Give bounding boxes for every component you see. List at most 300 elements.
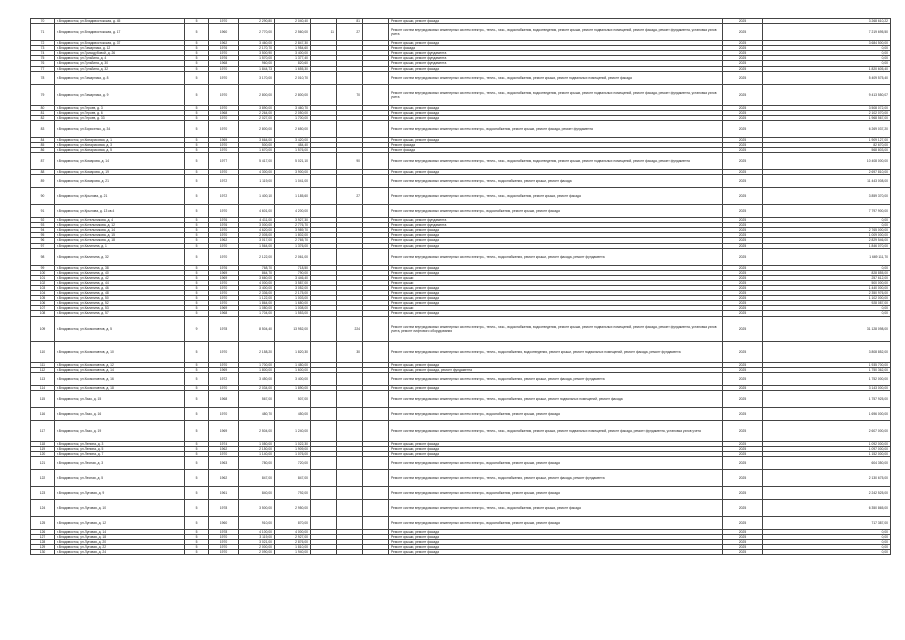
living-area-cell: 1 940,00 — [275, 550, 311, 555]
deadline-cell: 2025 — [723, 143, 763, 148]
floors-cell: 5 — [185, 291, 209, 296]
year-cell: 1976 — [209, 223, 239, 228]
table-row — [31, 550, 891, 555]
total-area-cell: 768,70 — [239, 265, 275, 270]
deadline-cell: 2025 — [723, 447, 763, 452]
apartments-cell — [311, 248, 337, 265]
work-types-cell: Ремонт крыши, ремонт фасада — [389, 301, 723, 306]
work-types-cell: Ремонт крыши, ремонт фасада — [389, 265, 723, 270]
extra-cell — [363, 470, 389, 487]
address-cell: г.Владивосток, ул.Кипарисовая, д. 5 — [55, 148, 185, 153]
living-area-cell: 2 876,00 — [275, 540, 311, 545]
work-types-cell: Ремонт крыши, ремонт фундамента — [389, 223, 723, 228]
residents-cell — [337, 500, 363, 517]
deadline-cell: 2025 — [723, 218, 763, 223]
row-number-cell: 90 — [31, 188, 55, 205]
extra-cell — [363, 24, 389, 41]
cost-cell: 2 102 070,00 — [763, 110, 891, 115]
address-cell: г.Владивосток, ул.Ленина, д. 7 — [55, 452, 185, 457]
table-row — [31, 84, 891, 105]
floors-cell: 5 — [185, 301, 209, 306]
living-area-cell: 3 927,30 — [275, 218, 311, 223]
cost-cell: 828 855,00 — [763, 270, 891, 275]
cost-cell: 1 092 000,00 — [763, 442, 891, 447]
cost-cell: 2 829 546,00 — [763, 238, 891, 243]
address-cell: г.Владивосток, ул.Котельникова, д. 12 — [55, 223, 185, 228]
living-area-cell: 4 200,00 — [275, 205, 311, 218]
repair-program-table — [30, 18, 891, 555]
living-area-cell: 1 240,00 — [275, 420, 311, 441]
row-number-cell: 85 — [31, 143, 55, 148]
year-cell: 1976 — [209, 46, 239, 51]
table-row — [31, 470, 891, 487]
residents-cell: 30 — [337, 341, 363, 362]
deadline-cell: 2025 — [723, 362, 763, 367]
deadline-cell: 2025 — [723, 420, 763, 441]
cost-cell: 6 269 037,20 — [763, 120, 891, 137]
floors-cell: 5 — [185, 84, 209, 105]
work-types-cell: Ремонт крыши, ремонт фасада — [389, 311, 723, 316]
work-types-cell: Ремонт систем внутридомовых инженерных систем электро-, водоснабжения, ремонт крыши, ремонт фасада — [389, 205, 723, 218]
extra-cell — [363, 391, 389, 408]
total-area-cell: 3 021,00 — [239, 540, 275, 545]
row-number-cell: 70 — [31, 19, 55, 24]
living-area-cell: 1 003,00 — [275, 296, 311, 301]
living-area-cell: 3 400,00 — [275, 51, 311, 56]
floors-cell: 5 — [185, 115, 209, 120]
work-types-cell: Ремонт систем внутридомовых инженерных систем электро-, водоснабжения, ремонт крыши, ремонт фасада — [389, 457, 723, 470]
table-row — [31, 188, 891, 205]
residents-cell: 90 — [337, 153, 363, 170]
address-cell: г.Владивосток, ул.Борисенко, д. 34 — [55, 120, 185, 137]
total-area-cell: 1 122,00 — [239, 296, 275, 301]
address-cell: г.Владивосток, ул.Космонавтов, д. 18 — [55, 385, 185, 390]
floors-cell: 5 — [185, 265, 209, 270]
row-number-cell: 129 — [31, 545, 55, 550]
cost-cell: 0,00 — [763, 265, 891, 270]
cost-cell: 7 797 900,00 — [763, 205, 891, 218]
work-types-cell: Ремонт крыши, ремонт фасада — [389, 270, 723, 275]
address-cell: г.Владивосток, ул.Котельникова, д. 4 — [55, 218, 185, 223]
cost-cell: 7 219 695,50 — [763, 24, 891, 41]
total-area-cell: 2 090,00 — [239, 550, 275, 555]
year-cell: 1976 — [209, 265, 239, 270]
deadline-cell: 2025 — [723, 105, 763, 110]
floors-cell: 5 — [185, 105, 209, 110]
deadline-cell: 2025 — [723, 46, 763, 51]
work-types-cell: Ремонт крыши, ремонт фасада — [389, 535, 723, 540]
cost-cell: 1 935 700,00 — [763, 362, 891, 367]
work-types-cell: Ремонт крыши, ремонт фасада — [389, 550, 723, 555]
address-cell: г.Владивосток, ул.Луговая, д. 12 — [55, 517, 185, 530]
apartments-cell — [311, 175, 337, 188]
cost-cell: 2 765 000,00 — [763, 228, 891, 233]
deadline-cell: 2025 — [723, 408, 763, 421]
address-cell: г.Владивосток, ул.Владивостокская, д. 45 — [55, 19, 185, 24]
living-area-cell: 1 576,00 — [275, 148, 311, 153]
deadline-cell: 2025 — [723, 487, 763, 500]
cost-cell: 1 152 000,00 — [763, 452, 891, 457]
work-types-cell: Ремонт крыши, ремонт фасада — [389, 447, 723, 452]
row-number-cell: 117 — [31, 420, 55, 441]
year-cell: 1970 — [209, 19, 239, 24]
year-cell: 1970 — [209, 120, 239, 137]
living-area-cell: 790,00 — [275, 270, 311, 275]
table-row — [31, 341, 891, 362]
row-number-cell: 114 — [31, 385, 55, 390]
floors-cell: 5 — [185, 61, 209, 66]
address-cell: г.Владивосток, ул.Героев, д. 33 — [55, 115, 185, 120]
total-area-cell: 3 119,00 — [239, 535, 275, 540]
year-cell: 1962 — [209, 447, 239, 452]
living-area-cell: 2 950,00 — [275, 500, 311, 517]
deadline-cell: 2025 — [723, 148, 763, 153]
year-cell: 1978 — [209, 529, 239, 534]
deadline-cell: 2025 — [723, 137, 763, 142]
floors-cell: 5 — [185, 153, 209, 170]
living-area-cell: 2 010,70 — [275, 71, 311, 84]
residents-cell — [337, 420, 363, 441]
table-row — [31, 205, 891, 218]
floors-cell: 5 — [185, 170, 209, 175]
row-number-cell: 92 — [31, 218, 55, 223]
work-types-cell: Ремонт систем внутридомовых инженерных систем электро-, тепло-, газо-, водоснабжения, водоотведения, ремонт крыши, ремонт подвальных помещений, ремонт фасада, ремонт фундамента — [389, 153, 723, 170]
living-area-cell: 484,40 — [275, 143, 311, 148]
year-cell: 1969 — [209, 275, 239, 280]
total-area-cell: 3 500,90 — [239, 51, 275, 56]
living-area-cell: 3 587,00 — [275, 280, 311, 285]
total-area-cell: 1 080,00 — [239, 306, 275, 311]
apartments-cell — [311, 120, 337, 137]
year-cell: 1970 — [209, 291, 239, 296]
address-cell: г.Владивосток, ул.Калинина, д. 32 — [55, 248, 185, 265]
total-area-cell: 4 411,00 — [239, 218, 275, 223]
residents-cell — [337, 175, 363, 188]
year-cell: 1970 — [209, 296, 239, 301]
row-number-cell: 76 — [31, 61, 55, 66]
address-cell: г.Владивосток, ул.Космонавтов, д. 12 — [55, 362, 185, 367]
row-number-cell: 97 — [31, 243, 55, 248]
deadline-cell: 2025 — [723, 316, 763, 341]
deadline-cell: 2025 — [723, 550, 763, 555]
floors-cell: 5 — [185, 408, 209, 421]
floors-cell: 5 — [185, 447, 209, 452]
deadline-cell: 2025 — [723, 540, 763, 545]
work-types-cell: Ремонт крыши, ремонт фундамента — [389, 61, 723, 66]
work-types-cell: Ремонт крыши — [389, 306, 723, 311]
total-area-cell: 847,00 — [239, 470, 275, 487]
year-cell: 1978 — [209, 500, 239, 517]
row-number-cell: 101 — [31, 275, 55, 280]
table-row — [31, 248, 891, 265]
apartments-cell — [311, 517, 337, 530]
total-area-cell: 4 300,00 — [239, 170, 275, 175]
cost-cell: 0,00 — [763, 535, 891, 540]
cost-cell: 1 820 605,40 — [763, 66, 891, 71]
year-cell: 1978 — [209, 316, 239, 341]
work-types-cell: Ремонт крыши, ремонт фундамента — [389, 56, 723, 61]
address-cell: г.Владивосток, ул.Калинина, д. 46 — [55, 286, 185, 291]
cost-cell: 10 408 000,00 — [763, 153, 891, 170]
row-number-cell: 113 — [31, 373, 55, 386]
work-types-cell: Ремонт систем внутридомовых инженерных систем электро-, тепло-, водоснабжения, ремонт крыши, ремонт фасада, ремонт фундамента — [389, 373, 723, 386]
total-area-cell: 2 504,00 — [239, 420, 275, 441]
floors-cell: 5 — [185, 385, 209, 390]
year-cell: 1960 — [209, 24, 239, 41]
floors-cell: 5 — [185, 341, 209, 362]
cost-cell: 0,00 — [763, 550, 891, 555]
living-area-cell: 4 000,00 — [275, 529, 311, 534]
row-number-cell: 86 — [31, 148, 55, 153]
deadline-cell: 2025 — [723, 470, 763, 487]
floors-cell: 5 — [185, 311, 209, 316]
living-area-cell: 507,00 — [275, 391, 311, 408]
row-number-cell: 78 — [31, 71, 55, 84]
year-cell: 1970 — [209, 51, 239, 56]
table-row — [31, 153, 891, 170]
year-cell: 1970 — [209, 105, 239, 110]
cost-cell: 1 669 111,70 — [763, 248, 891, 265]
deadline-cell: 2025 — [723, 238, 763, 243]
work-types-cell: Ремонт крыши, ремонт фасада — [389, 233, 723, 238]
work-types-cell: Ремонт крыши, ремонт фасада — [389, 110, 723, 115]
floors-cell: 5 — [185, 71, 209, 84]
address-cell: г.Владивосток, ул.Космонавтов, д. 10 — [55, 341, 185, 362]
work-types-cell: Ремонт систем внутридомовых инженерных систем электро-, водоснабжения, ремонт крыши, ремонт фасада — [389, 487, 723, 500]
extra-cell — [363, 84, 389, 105]
deadline-cell: 2025 — [723, 233, 763, 238]
floors-cell: 5 — [185, 550, 209, 555]
address-cell: г.Владивосток, ул.Калинина, д. 1 — [55, 243, 185, 248]
floors-cell: 5 — [185, 420, 209, 441]
year-cell: 1972 — [209, 373, 239, 386]
living-area-cell: 2 040,40 — [275, 19, 311, 24]
row-number-cell: 107 — [31, 306, 55, 311]
total-area-cell: 2 027,00 — [239, 115, 275, 120]
floors-cell: 5 — [185, 46, 209, 51]
residents-cell: 27 — [337, 24, 363, 41]
address-cell: г.Владивосток, ул.Гульбина, д. 4 — [55, 56, 185, 61]
living-area-cell: 3 400,00 — [275, 373, 311, 386]
work-types-cell: Ремонт крыши — [389, 275, 723, 280]
address-cell: г.Владивосток, ул.Владивостокская, д. 37 — [55, 41, 185, 46]
extra-cell — [363, 316, 389, 341]
total-area-cell: 1 864,00 — [239, 301, 275, 306]
deadline-cell: 2025 — [723, 373, 763, 386]
year-cell: 1970 — [209, 248, 239, 265]
floors-cell: 5 — [185, 529, 209, 534]
total-area-cell: 4 601,00 — [239, 205, 275, 218]
extra-cell — [363, 420, 389, 441]
work-types-cell: Ремонт систем внутридомовых инженерных систем электро-, тепло-, газо-, водоснабжения, ремонт крыши, ремонт подвальных помещений, ремонт фасада, ремонт фундамента, установка узлов учета — [389, 420, 723, 441]
work-types-cell: Ремонт систем внутридомовых инженерных систем электро-, тепло-, водоснабжения, ремонт крыши, ремонт фасада, ремонт фундамента — [389, 248, 723, 265]
year-cell: 1960 — [209, 517, 239, 530]
table-row — [31, 420, 891, 441]
deadline-cell: 2025 — [723, 442, 763, 447]
deadline-cell: 2025 — [723, 228, 763, 233]
row-number-cell: 99 — [31, 265, 55, 270]
total-area-cell: 2 800,00 — [239, 120, 275, 137]
floors-cell: 5 — [185, 120, 209, 137]
row-number-cell: 75 — [31, 56, 55, 61]
work-types-cell: Ремонт систем внутридомовых инженерных систем электро-, водоснабжения, ремонт крыши, ремонт фасада — [389, 517, 723, 530]
living-area-cell: 1 655,30 — [275, 66, 311, 71]
row-number-cell: 98 — [31, 248, 55, 265]
cost-cell: 3 684 500,00 — [763, 41, 891, 46]
work-types-cell: Ремонт крыши, ремонт фасада — [389, 170, 723, 175]
cost-cell: 0,00 — [763, 218, 891, 223]
year-cell: 1970 — [209, 71, 239, 84]
apartments-cell — [311, 84, 337, 105]
living-area-cell: 3 446,40 — [275, 275, 311, 280]
work-types-cell: Ремонт систем внутридомовых инженерных систем электро-, тепло-, газо-, водоснабжения, ремонт крыши, ремонт подвальных помещений, ремонт фасада — [389, 71, 723, 84]
work-types-cell: Ремонт систем внутридомовых инженерных систем электро-, тепло-, газо-, водоснабжения, водоотведения, ремонт крыши, ремонт подвальных помещений, ремонт фасада, ремонт фундамента, установка узлов учета — [389, 24, 723, 41]
row-number-cell: 130 — [31, 550, 55, 555]
cost-cell: 0,00 — [763, 306, 891, 311]
living-area-cell: 1 185,60 — [275, 188, 311, 205]
total-area-cell: 910,00 — [239, 517, 275, 530]
floors-cell: 5 — [185, 442, 209, 447]
floors-cell: 5 — [185, 56, 209, 61]
residents-cell — [337, 550, 363, 555]
cost-cell: 5 409 575,40 — [763, 71, 891, 84]
cost-cell: 568 803,00 — [763, 148, 891, 153]
living-area-cell: 3 420,00 — [275, 137, 311, 142]
address-cell: г.Владивосток, ул.Калинина, д. 52 — [55, 301, 185, 306]
living-area-cell: 1 600,00 — [275, 367, 311, 372]
row-number-cell: 111 — [31, 362, 55, 367]
deadline-cell: 2025 — [723, 385, 763, 390]
cost-cell: 1 968 567,00 — [763, 115, 891, 120]
cost-cell: 3 268 610,22 — [763, 19, 891, 24]
total-area-cell: 2 336,00 — [239, 291, 275, 296]
floors-cell: 5 — [185, 248, 209, 265]
row-number-cell: 102 — [31, 280, 55, 285]
total-area-cell: 864,70 — [239, 270, 275, 275]
table-row — [31, 517, 891, 530]
living-area-cell: 2 776,70 — [275, 223, 311, 228]
total-area-cell: 780,00 — [239, 457, 275, 470]
floors-cell: 5 — [185, 275, 209, 280]
address-cell: г.Владивосток, ул.Героев, д. 3 — [55, 105, 185, 110]
year-cell: 1970 — [209, 362, 239, 367]
extra-cell — [363, 248, 389, 265]
address-cell: г.Владивосток, ул.Гамарника, д. 12 — [55, 46, 185, 51]
total-area-cell: 2 034,00 — [239, 385, 275, 390]
work-types-cell: Ремонт систем внутридомовых инженерных систем электро-, тепло-, водоснабжения, водоотведения, ремонт крыши, ремонт подвальных помещений, ремонт фасада, ремонт фундамента — [389, 341, 723, 362]
table-body — [31, 19, 891, 555]
address-cell: г.Владивосток, ул.Космонавтов, д. 5 — [55, 316, 185, 341]
apartments-cell — [311, 457, 337, 470]
extra-cell — [363, 487, 389, 500]
work-types-cell: Ремонт крыши, ремонт фасада — [389, 362, 723, 367]
floors-cell: 5 — [185, 296, 209, 301]
work-types-cell: Ремонт крыши, ремонт фасада — [389, 452, 723, 457]
deadline-cell: 2025 — [723, 296, 763, 301]
year-cell: 1974 — [209, 442, 239, 447]
row-number-cell: 120 — [31, 452, 55, 457]
residents-cell — [337, 248, 363, 265]
cost-cell: 31 128 098,00 — [763, 316, 891, 341]
floors-cell: 5 — [185, 535, 209, 540]
year-cell: 1968 — [209, 61, 239, 66]
living-area-cell: 3 052,00 — [275, 286, 311, 291]
deadline-cell: 2025 — [723, 301, 763, 306]
address-cell: г.Владивосток, ул.Луговая, д. 9 — [55, 487, 185, 500]
apartments-cell — [311, 205, 337, 218]
floors-cell: 5 — [185, 148, 209, 153]
total-area-cell: 2 000,00 — [239, 545, 275, 550]
table-row — [31, 175, 891, 188]
deadline-cell: 2025 — [723, 205, 763, 218]
work-types-cell: Ремонт крыши, ремонт фасада — [389, 529, 723, 534]
deadline-cell: 2025 — [723, 500, 763, 517]
work-types-cell: Ремонт систем внутридомовых инженерных систем электро-, водоснабжения, ремонт крыши, ремонт фасада — [389, 408, 723, 421]
deadline-cell: 2025 — [723, 223, 763, 228]
floors-cell: 5 — [185, 205, 209, 218]
living-area-cell: 2 847,30 — [275, 41, 311, 46]
floors-cell: 5 — [185, 362, 209, 367]
apartments-cell — [311, 373, 337, 386]
total-area-cell: 1 844,73 — [239, 66, 275, 71]
address-cell: г.Владивосток, ул.Кипарисовая, д. 1 — [55, 137, 185, 142]
year-cell: 1969 — [209, 367, 239, 372]
residents-cell — [337, 373, 363, 386]
work-types-cell: Ремонт крыши, ремонт фасада — [389, 228, 723, 233]
year-cell: 1970 — [209, 301, 239, 306]
row-number-cell: 71 — [31, 24, 55, 41]
total-area-cell: 5 417,00 — [239, 153, 275, 170]
year-cell: 1962 — [209, 41, 239, 46]
floors-cell: 5 — [185, 110, 209, 115]
extra-cell — [363, 175, 389, 188]
floors-cell: 5 — [185, 500, 209, 517]
address-cell: г.Владивосток, ул.Калинина, д. 38 — [55, 265, 185, 270]
year-cell: 1970 — [209, 545, 239, 550]
floors-cell: 5 — [185, 270, 209, 275]
year-cell: 1970 — [209, 550, 239, 555]
year-cell: 1970 — [209, 233, 239, 238]
extra-cell — [363, 153, 389, 170]
year-cell: 1976 — [209, 56, 239, 61]
residents-cell — [337, 457, 363, 470]
apartments-cell: 11 — [311, 24, 337, 41]
living-area-cell: 720,00 — [275, 457, 311, 470]
living-area-cell: 2 061,00 — [275, 248, 311, 265]
deadline-cell: 2025 — [723, 243, 763, 248]
work-types-cell: Ремонт систем внутридомовых инженерных систем электро-, тепло-, водоснабжения, ремонт крыши, ремонт подвальных помещений, ремонт фасада — [389, 391, 723, 408]
cost-cell: 6 350 865,00 — [763, 500, 891, 517]
address-cell: г.Владивосток, ул.Луговая, д. 18 — [55, 535, 185, 540]
address-cell: г.Владивосток, ул.Гульбина, д. 32 — [55, 66, 185, 71]
row-number-cell: 105 — [31, 296, 55, 301]
living-area-cell: 1 022,30 — [275, 442, 311, 447]
table-row — [31, 391, 891, 408]
row-number-cell: 109 — [31, 316, 55, 341]
address-cell: г.Владивосток, ул.Калинина, д. 40 — [55, 270, 185, 275]
extra-cell — [363, 517, 389, 530]
address-cell: г.Владивосток, ул.Героев, д. 6 — [55, 110, 185, 115]
deadline-cell: 2025 — [723, 529, 763, 534]
apartments-cell — [311, 316, 337, 341]
year-cell: 1968 — [209, 311, 239, 316]
year-cell: 1963 — [209, 457, 239, 470]
apartments-cell — [311, 500, 337, 517]
year-cell: 1970 — [209, 535, 239, 540]
row-number-cell: 72 — [31, 41, 55, 46]
total-area-cell: 3 460,00 — [239, 41, 275, 46]
total-area-cell: 1 570,00 — [239, 56, 275, 61]
